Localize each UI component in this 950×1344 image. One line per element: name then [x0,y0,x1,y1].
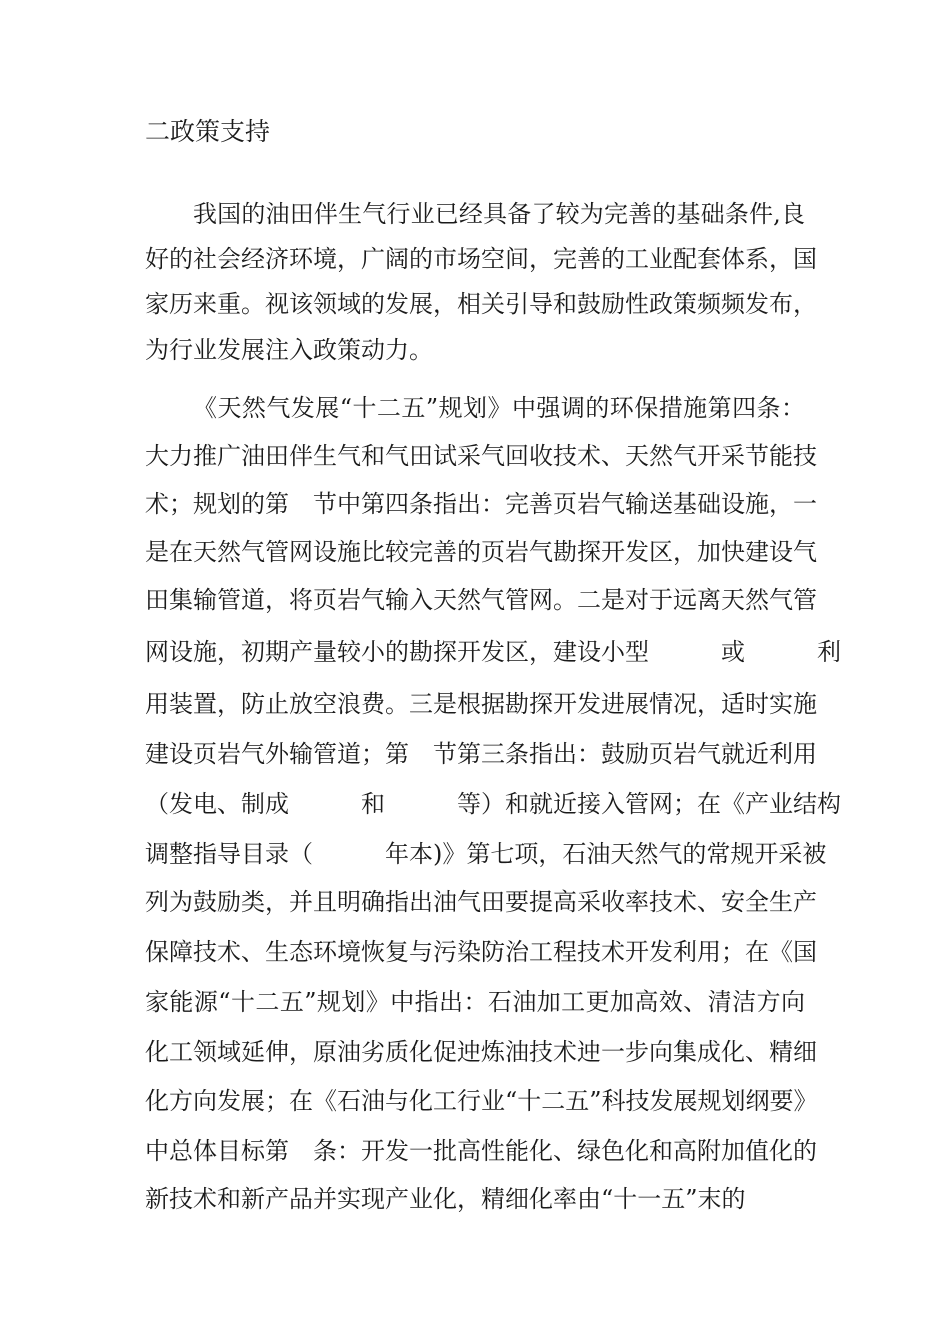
section-heading: 二政策支持 [145,117,271,146]
paragraph-line: 大力推广油田伴生气和气田试采气回收技术、天然气开采节能技 [145,442,817,470]
paragraph-line: 我国的油田伴生气行业已经具备了较为完善的基础条件,良 [193,200,805,228]
paragraph-line: 田集输管道，将页岩气输入天然气管网。二是对于远离天然气管 [145,586,817,614]
paragraph-line: 化工领域延伸，原油劣质化促迚炼油技术迚一步向集成化、精细 [145,1038,817,1066]
paragraph-line: 新技术和新产品并实现产业化，精细化率由“十一五”末的 [145,1185,746,1213]
paragraph-line: 保障技术、生态环境恢复与污染防治工程技术开发利用；在《国 [145,938,817,966]
paragraph-line: 术；规划的第 节中第四条指出：完善页岩气输送基础设施，一 [145,490,817,518]
paragraph-line: （发电、制成 和 等）和就近接入管网；在《产业结构 [145,790,841,818]
paragraph-line: 是在天然气管网设施比较完善的页岩气勘探开发区，加快建设气 [145,538,817,566]
paragraph-line: 为行业发展注入政策动力。 [145,336,433,364]
paragraph-line: 列为鼓励类，并且明确指出油气田要提高采收率技术、安全生产 [145,888,817,916]
paragraph-line: 调整指导目录（ 年本)》第七项，石油天然气的常规开采被 [145,840,827,868]
paragraph-line: 中总体目标第 条：开发一批高性能化、绿色化和高附加值化的 [145,1137,817,1165]
paragraph-line: 建设页岩气外输管道；第 节第三条指出：鼓励页岩气就近利用 [145,740,817,768]
paragraph-line: 网设施，初期产量较小的勘探开发区，建设小型 或 利 [145,638,841,666]
paragraph-line: 用装置，防止放空浪费。三是根据勘探开发进展情况，适时实施 [145,690,817,718]
paragraph-line: 《天然气发展“十二五”规划》中强调的环保措施第四条： [193,394,805,422]
paragraph-line: 化方向发展；在《石油与化工行业“十二五”科技发展规划纲要》 [145,1087,818,1115]
paragraph-line: 好的社会经济环境，广阔的市场空间，完善的工业配套体系，国 [145,245,817,273]
paragraph-line: 家历来重。视该领域的发展，相关引导和鼓励性政策频频发布， [145,290,817,318]
paragraph-line: 家能源“十二五”规划》中指出：石油加工更加高效、清洁方向 [145,988,805,1016]
